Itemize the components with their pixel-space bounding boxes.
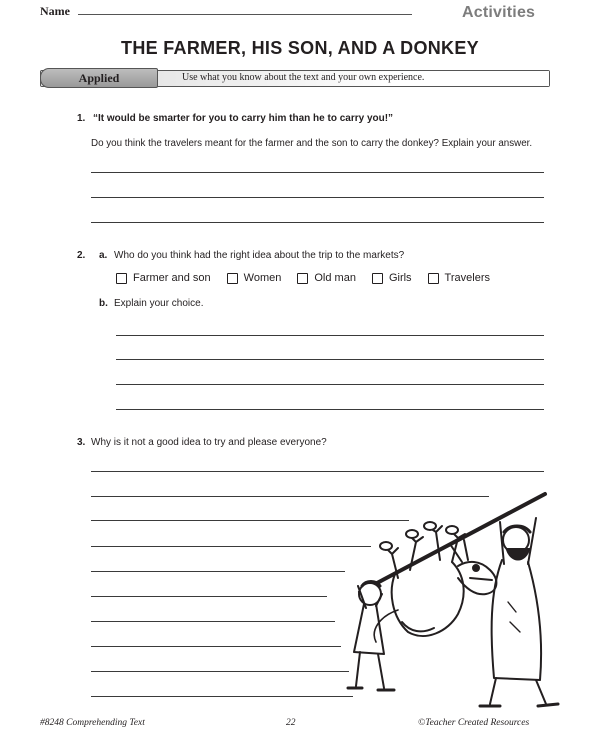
farmer-son-donkey-illustration-icon	[340, 482, 562, 716]
option-label: Old man	[314, 272, 356, 284]
checkbox-icon[interactable]	[428, 273, 439, 284]
q2b-answer-line-2[interactable]	[116, 359, 544, 360]
option-farmer-and-son[interactable]	[116, 272, 211, 284]
q1-answer-line-1[interactable]	[91, 172, 544, 173]
q2-options	[116, 272, 506, 284]
q3-answer-line-6[interactable]	[91, 596, 327, 597]
footer-page-number: 22	[286, 718, 296, 728]
option-girls[interactable]	[372, 272, 412, 284]
name-line[interactable]	[78, 14, 412, 15]
option-label: Travelers	[444, 272, 490, 284]
q2b-answer-line-3[interactable]	[116, 384, 544, 385]
q3-answer-line-7[interactable]	[91, 621, 335, 622]
q2a-label: a.	[99, 250, 108, 261]
q2a-question: Who do you think had the right idea about the trip to the markets?	[114, 250, 405, 261]
footer-right: ©Teacher Created Resources	[418, 718, 530, 728]
q1-quote: “It would be smarter for you to carry him than he to carry you!”	[93, 113, 394, 124]
checkbox-icon[interactable]	[297, 273, 308, 284]
page-title: THE FARMER, HIS SON, AND A DONKEY	[121, 38, 479, 58]
option-women[interactable]	[227, 272, 282, 284]
q2b-question: Explain your choice.	[114, 298, 204, 309]
footer-left: #8248 Comprehending Text	[40, 718, 145, 728]
q3-answer-line-8[interactable]	[91, 646, 341, 647]
checkbox-icon[interactable]	[227, 273, 238, 284]
q1-number: 1.	[77, 113, 86, 124]
option-label: Girls	[388, 272, 412, 284]
option-label: Farmer and son	[133, 272, 211, 284]
q2b-answer-line-1[interactable]	[116, 335, 544, 336]
option-label: Women	[243, 272, 282, 284]
q3-answer-line-5[interactable]	[91, 571, 345, 572]
applied-tab-label: Applied	[78, 71, 120, 85]
option-travelers[interactable]	[428, 272, 490, 284]
q2b-answer-line-4[interactable]	[116, 409, 544, 410]
q2-number: 2.	[77, 250, 86, 261]
q1-answer-line-3[interactable]	[91, 222, 544, 223]
name-label: Name	[40, 4, 70, 18]
q3-answer-line-4[interactable]	[91, 546, 371, 547]
q3-answer-line-10[interactable]	[91, 696, 353, 697]
q3-number: 3.	[77, 437, 86, 448]
q3-answer-line-9[interactable]	[91, 671, 349, 672]
banner-instruction: Use what you know about the text and your own experience.	[182, 72, 425, 83]
q1-question: Do you think the travelers meant for the farmer and the son to carry the donkey? Explain your answer.	[91, 138, 533, 149]
checkbox-icon[interactable]	[116, 273, 127, 284]
q3-question: Why is it not a good idea to try and please everyone?	[91, 437, 327, 448]
checkbox-icon[interactable]	[372, 273, 383, 284]
q3-answer-line-1[interactable]	[91, 471, 544, 472]
q2b-label: b.	[99, 298, 108, 309]
q1-answer-line-2[interactable]	[91, 197, 544, 198]
option-old-man[interactable]	[297, 272, 356, 284]
section-label: Activities	[462, 4, 536, 21]
applied-tab	[40, 68, 158, 88]
